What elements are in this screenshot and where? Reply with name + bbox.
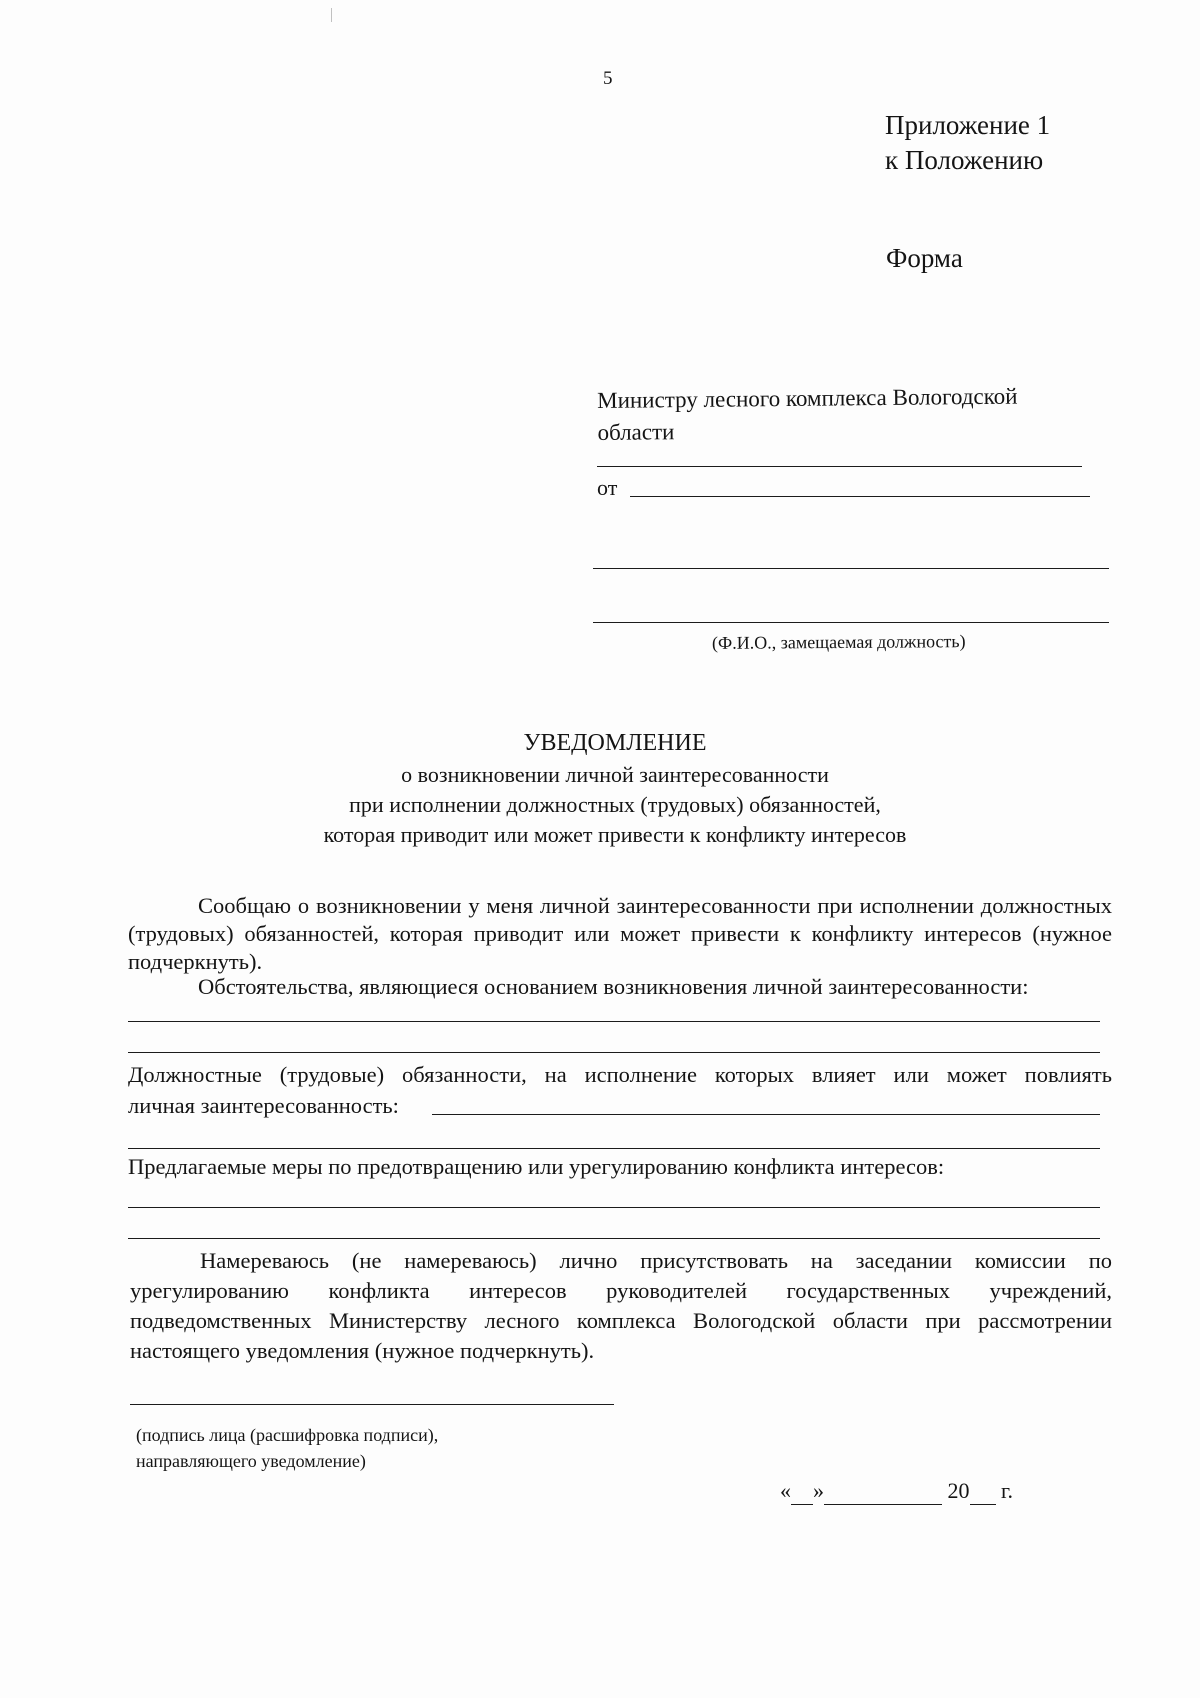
date-close-quote: » — [813, 1478, 824, 1503]
date-year-suffix: г. — [1001, 1478, 1014, 1503]
form-label: Форма — [886, 243, 963, 273]
duties-label-line-2: личная заинтересованность: — [128, 1093, 399, 1118]
addressee-blank-line-2 — [593, 568, 1109, 569]
signature-blank-line — [130, 1404, 614, 1405]
paragraph-report: Сообщаю о возникновении у меня личной заинтересованности при исполнении должностных (трудовых) обязанностей, которая приводит или может привести к конфликту интересов (нужное подчеркнуть). — [128, 893, 1112, 974]
appendix-line-1: Приложение 1 — [885, 110, 1051, 140]
date-day-blank — [791, 1478, 813, 1505]
fio-caption: (Ф.И.О., замещаемая должность) — [711, 631, 966, 653]
duties-label-line-1: Должностные (трудовые) обязанности, на исполнение которых влияет или может повлиять — [128, 1062, 1112, 1087]
document-subtitle-line-1: о возникновении личной заинтересованности — [401, 762, 829, 787]
addressee-line-2: области — [597, 419, 675, 445]
document-subtitle-line-3: которая приводит или может привести к конфликту интересов — [323, 822, 907, 847]
measures-blank-line-1 — [128, 1207, 1100, 1208]
circumstances-blank-line-2 — [128, 1052, 1100, 1053]
circumstances-label: Обстоятельства, являющиеся основанием возникновения личной заинтересованности: — [198, 974, 1029, 999]
from-blank-line — [630, 496, 1090, 497]
signature-caption-line-2: направляющего уведомление) — [136, 1451, 366, 1471]
addressee-blank-line-1 — [597, 466, 1082, 467]
scan-artifact-mark — [331, 8, 332, 22]
signature-caption-line-1: (подпись лица (расшифровка подписи), — [136, 1425, 439, 1445]
addressee-blank-line-3 — [593, 622, 1109, 623]
duties-blank-line-2 — [128, 1148, 1100, 1149]
paragraph-intent: Намереваюсь (не намереваюсь) лично присутствовать на заседании комиссии по урегулированию конфликта интересов руководителей государственных учреждений, подведомственных Министерству лесного комплекса Вологодской области при рассмотрении настоящего уведомления (нужное подчеркнуть). — [130, 1248, 1112, 1363]
from-label: от — [597, 475, 618, 500]
appendix-line-2: к Положению — [885, 145, 1044, 175]
document-subtitle-line-2: при исполнении должностных (трудовых) обязанностей, — [349, 792, 881, 817]
addressee-block — [597, 381, 1018, 449]
measures-label: Предлагаемые меры по предотвращению или урегулированию конфликта интересов: — [128, 1154, 945, 1179]
date-year-blank — [970, 1478, 996, 1505]
date-open-quote: « — [780, 1478, 791, 1503]
page-number: 5 — [603, 68, 613, 89]
appendix-heading — [885, 108, 1050, 178]
date-field — [780, 1478, 1013, 1505]
addressee-line-1: Министру лесного комплекса Вологодской — [597, 383, 1018, 413]
signature-caption — [136, 1422, 438, 1474]
document-title: УВЕДОМЛЕНИЕ — [523, 730, 707, 756]
date-month-blank — [824, 1478, 942, 1505]
measures-blank-line-2 — [128, 1238, 1100, 1239]
duties-blank-line-1 — [432, 1114, 1100, 1115]
date-year-prefix: 20 — [947, 1478, 970, 1503]
circumstances-blank-line-1 — [128, 1021, 1100, 1022]
